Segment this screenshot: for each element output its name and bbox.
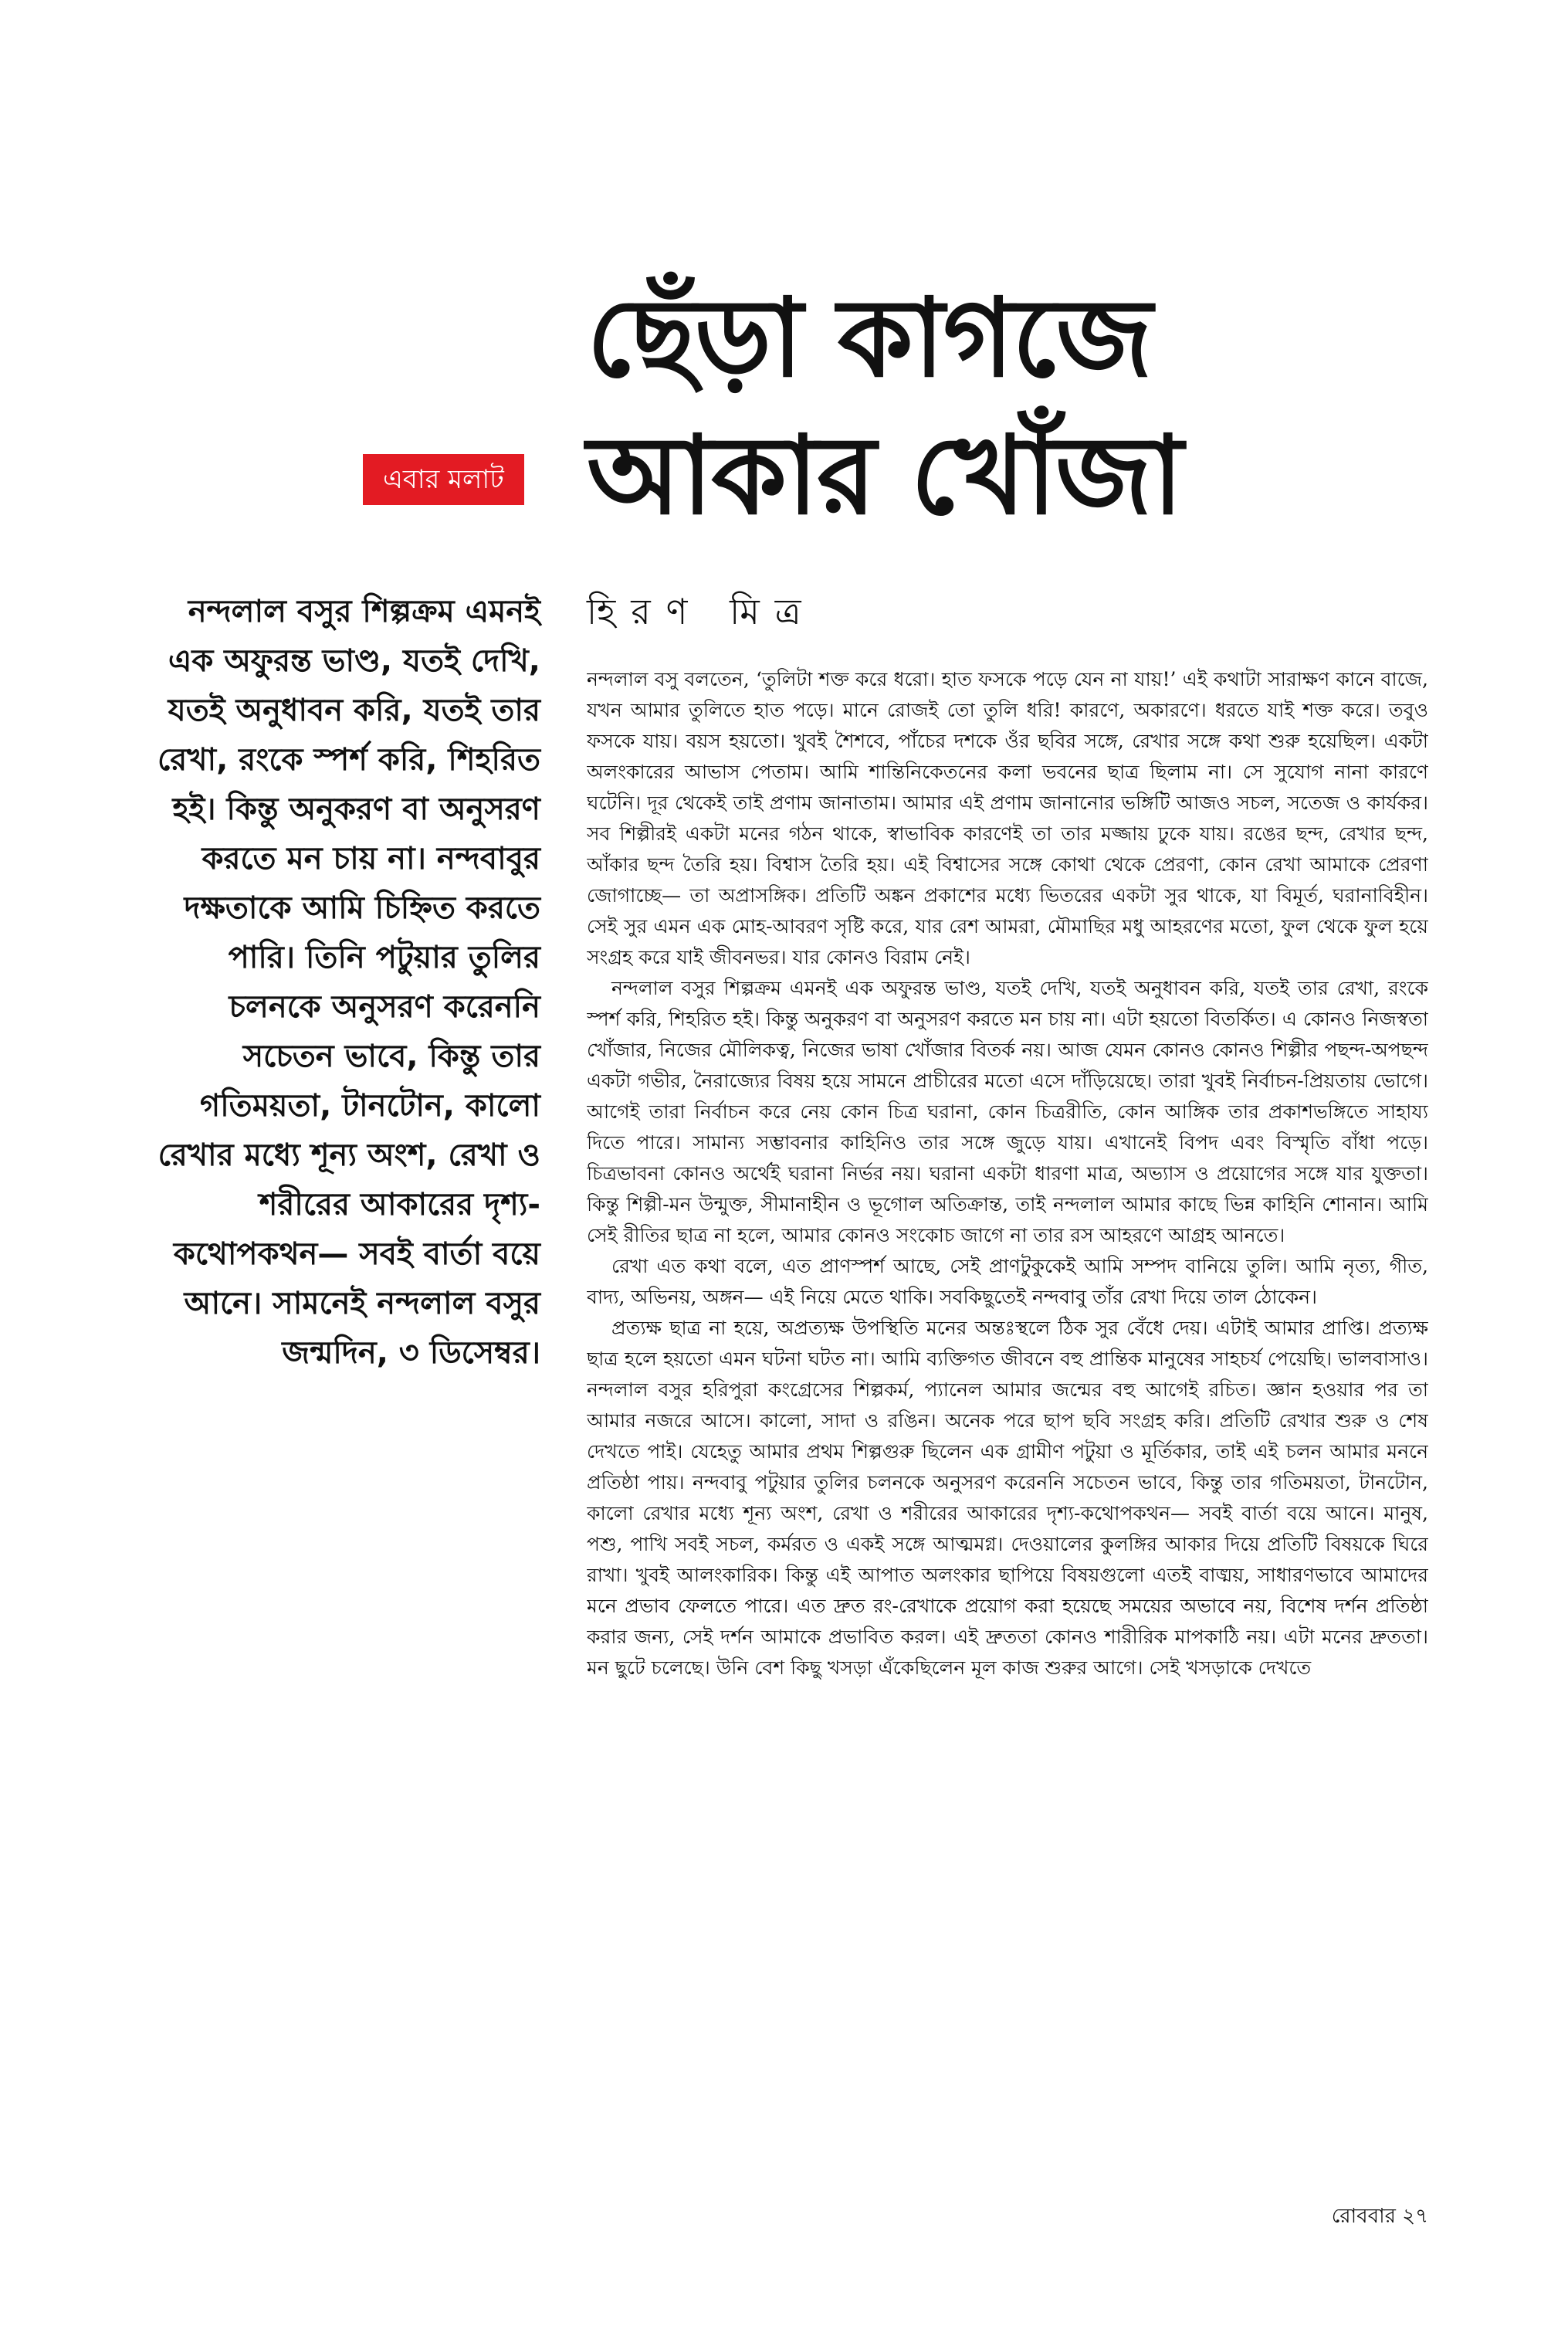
article-title-line-2: আকার খোঁজা bbox=[587, 413, 1182, 539]
article-title-line-1: ছেঁড়া কাগজে bbox=[587, 276, 1151, 402]
article-title bbox=[587, 270, 1513, 545]
author-byline: হিরণ মিত্র bbox=[587, 591, 817, 632]
body-paragraph: নন্দলাল বসু বলতেন, ‘তুলিটা শক্ত করে ধরো। হাত ফসকে পড়ে যেন না যায়!’ এই কথাটা সারাক্ষণ কানে বাজে, যখন আমার তুলিতে হাত পড়ে। মানে রোজই তো তুলি ধরি! কারণে, অকারণে। ধরতে যাই শক্ত করে। তবুও ফসকে যায়। বয়স হয়তো। খুবই শৈশবে, পাঁচের দশকে ওঁর ছবির সঙ্গে, রেখার সঙ্গে কথা শুরু হয়েছিল। একটা অলংকারের আভাস পেতাম। আমি শান্তিনিকেতনের কলা ভবনের ছাত্র ছিলাম না। সে সুযোগ নানা কারণে ঘটেনি। দূর থেকেই তাই প্রণাম জানাতাম। আমার এই প্রণাম জানানোর ভঙ্গিটি আজও সচল, সতেজ ও কার্যকর। সব শিল্পীরই একটা মনের গঠন থাকে, স্বাভাবিক কারণেই তা তার মজ্জায় ঢুকে যায়। রঙের ছন্দ, রেখার ছন্দ, আঁকার ছন্দ তৈরি হয়। বিশ্বাস তৈরি হয়। এই বিশ্বাসের সঙ্গে কোথা থেকে প্রেরণা, কোন রেখা আমাকে প্রেরণা জোগাচ্ছে— তা অপ্রাসঙ্গিক। প্রতিটি অঙ্কন প্রকাশের মধ্যে ভিতরের একটা সুর থাকে, যা বিমূর্ত, ঘরানাবিহীন। সেই সুর এমন এক মোহ-আবরণ সৃষ্টি করে, যার রেশ আমরা, মৌমাছির মধু আহরণের মতো, ফুল থেকে ফুল হয়ে সংগ্রহ করে যাই জীবনভর। যার কোনও বিরাম নেই। bbox=[587, 668, 1428, 968]
body-paragraph: নন্দলাল বসুর শিল্পক্রম এমনই এক অফুরন্ত ভাণ্ড, যতই দেখি, যতই অনুধাবন করি, যতই তার রেখা, রংকে স্পর্শ করি, শিহরিত হই। কিন্তু অনুকরণ বা অনুসরণ করতে মন চায় না। এটা হয়তো বিতর্কিত। এ কোনও নিজস্বতা খোঁজার, নিজের মৌলিকত্ব, নিজের ভাষা খোঁজার বিতর্ক নয়। আজ যেমন কোনও কোনও শিল্পীর পছন্দ-অপছন্দ একটা গভীর, নৈরাজ্যের বিষয় হয়ে সামনে প্রাচীরের মতো এসে দাঁড়িয়েছে। তারা খুবই নির্বাচন-প্রিয়তায় ভোগে। আগেই তারা নির্বাচন করে নেয় কোন চিত্র ঘরানা, কোন চিত্ররীতি, কোন আঙ্গিক তার প্রকাশভঙ্গিতে সাহায্য দিতে পারে। সামান্য সম্ভাবনার কাহিনিও তার সঙ্গে জুড়ে যায়। এখানেই বিপদ এবং বিস্মৃতি বাঁধা পড়ে। চিত্রভাবনা কোনও অর্থেই ঘরানা নির্ভর নয়। ঘরানা একটা ধারণা মাত্র, অভ্যাস ও প্রয়োগের সঙ্গে যার যুক্ততা। কিন্তু শিল্পী-মন উন্মুক্ত, সীমানাহীন ও ভূগোল অতিক্রান্ত, তাই নন্দলাল আমার কাছে ভিন্ন কাহিনি শোনান। আমি সেই রীতির ছাত্র না হলে, আমার কোনও সংকোচ জাগে না তার রস আহরণে আগ্রহ আনতে। bbox=[587, 977, 1428, 1246]
page-folio: রোববার ২৭ bbox=[1331, 2205, 1428, 2228]
body-paragraph: রেখা এত কথা বলে, এত প্রাণস্পর্শ আছে, সেই প্রাণটুকুকেই আমি সম্পদ বানিয়ে তুলি। আমি নৃত্য, গীত, বাদ্য, অভিনয়, অঙ্গন— এই নিয়ে মেতে থাকি। সবকিছুতেই নন্দবাবু তাঁর রেখা দিয়ে তাল ঠোকেন। bbox=[587, 1255, 1428, 1308]
pull-quote: নন্দলাল বসুর শিল্পক্রম এমনই এক অফুরন্ত ভাণ্ড, যতই দেখি, যতই অনুধাবন করি, যতই তার রেখা, রংকে স্পর্শ করি, শিহরিত হই। কিন্তু অনুকরণ বা অনুসরণ করতে মন চায় না। নন্দবাবুর দক্ষতাকে আমি চিহ্নিত করতে পারি। তিনি পটুয়ার তুলির চলনকে অনুসরণ করেননি সচেতন ভাবে, কিন্তু তার গতিময়তা, টানটোন, কালো রেখার মধ্যে শূন্য অংশ, রেখা ও শরীরের আকারের দৃশ্য-কথোপকথন— সবই বার্তা বয়ে আনে। সামনেই নন্দলাল বসুর জন্মদিন, ৩ ডিসেম্বর। bbox=[157, 594, 540, 1371]
body-paragraph: প্রত্যক্ষ ছাত্র না হয়ে, অপ্রত্যক্ষ উপস্থিতি মনের অন্তঃস্থলে ঠিক সুর বেঁধে দেয়। এটাই আমার প্রাপ্তি। প্রত্যক্ষ ছাত্র হলে হয়তো এমন ঘটনা ঘটত না। আমি ব্যক্তিগত জীবনে বহু প্রান্তিক মানুষের সাহচর্য পেয়েছি। ভালবাসাও। নন্দলাল বসুর হরিপুরা কংগ্রেসের শিল্পকর্ম, প্যানেল আমার জন্মের বহু আগেই রচিত। জ্ঞান হওয়ার পর তা আমার নজরে আসে। কালো, সাদা ও রঙিন। অনেক পরে ছাপ ছবি সংগ্রহ করি। প্রতিটি রেখার শুরু ও শেষ দেখতে পাই। যেহেতু আমার প্রথম শিল্পগুরু ছিলেন এক গ্রামীণ পটুয়া ও মূর্তিকার, তাই এই চলন আমার মননে প্রতিষ্ঠা পায়। নন্দবাবু পটুয়ার তুলির চলনকে অনুসরণ করেননি সচেতন ভাবে, কিন্তু তার গতিময়তা, টানটোন, কালো রেখার মধ্যে শূন্য অংশ, রেখা ও শরীরের আকারের দৃশ্য-কথোপকথন— সবই বার্তা বয়ে আনে। মানুষ, পশু, পাখি সবই সচল, কর্মরত ও একই সঙ্গে আত্মমগ্ন। দেওয়ালের কুলঙ্গির আকার দিয়ে প্রতিটি বিষয়কে ঘিরে রাখা। খুবই আলংকারিক। কিন্তু এই আপাত অলংকার ছাপিয়ে বিষয়গুলো এতই বাঙ্ময়, সাধারণভাবে আমাদের মনে প্রভাব ফেলতে পারে। এত দ্রুত রং-রেখাকে প্রয়োগ করা হয়েছে সময়ের অভাবে নয়, বিশেষ দর্শন প্রতিষ্ঠা করার জন্য, সেই দর্শন আমাকে প্রভাবিত করল। এই দ্রুততা কোনও শারীরিক মাপকাঠি নয়। এটা মনের দ্রুততা। মন ছুটে চলেছে। উনি বেশ কিছু খসড়া এঁকেছিলেন মূল কাজ শুরুর আগে। সেই খসড়াকে দেখতে bbox=[587, 1317, 1428, 1679]
section-badge: এবার মলাট bbox=[363, 454, 524, 505]
article-body bbox=[587, 664, 1428, 2178]
